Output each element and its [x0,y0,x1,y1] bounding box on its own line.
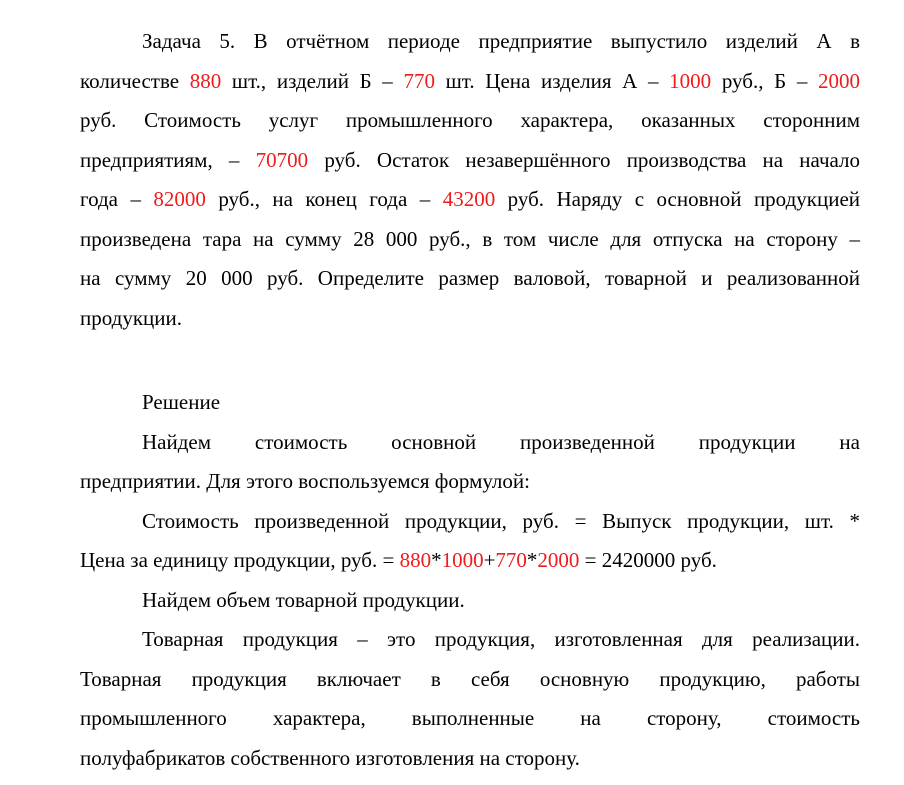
paragraph-line [80,462,860,502]
document-body [80,22,860,778]
text-run: руб. Остаток незавершённого производства на начало [308,147,860,172]
text-run: Найдем объем товарной продукции. [142,587,465,612]
text-run: Стоимость произведенной продукции, руб. = Выпуск продукции, шт. * [142,508,860,533]
text-run: Товарная продукция – это продукция, изготовленная для реализации. [142,627,860,651]
text-run: полуфабрикатов собственного изготовления на сторону. [80,745,580,770]
paragraph-line [80,739,860,779]
text-run: + [483,548,496,572]
text-run: Найдем стоимость основной произведенной продукции на [142,429,860,454]
text-run: количестве [80,68,190,93]
paragraph-line [80,101,860,141]
paragraph-line [80,699,860,739]
paragraph-line [80,141,860,181]
highlighted-value: 2000 [817,68,860,93]
text-run: руб. Стоимость услуг промышленного характера, оказанных сторонним [80,108,860,132]
text-run: шт., изделий Б – [221,68,404,93]
paragraph-line [80,180,860,220]
text-run: на сумму 20 000 руб. Определите размер валовой, товарной и реализованной [80,266,860,290]
text-run: * [526,548,538,572]
text-run: Задача 5. В отчётном периоде предприятие выпустило изделий А в [142,29,860,53]
text-run: руб., на конец года – [205,187,443,211]
text-run: промышленного характера, выполненные на сторону, стоимость [80,706,860,730]
solution-heading: Решение [142,390,221,414]
text-run: продукции. [80,305,182,330]
highlighted-value: 70700 [255,147,309,172]
text-run: шт. Цена изделия А – [434,68,670,93]
text-run: предприятии. Для этого воспользуемся формулой: [80,469,530,493]
paragraph-line [80,259,860,299]
highlighted-value: 2000 [537,548,580,572]
paragraph-line [80,502,860,542]
text-run: руб., Б – [711,68,818,93]
text-run: * [431,548,442,572]
paragraph-line [80,22,860,62]
text-run: предприятиям, – [80,147,256,172]
paragraph-line [80,62,860,102]
text-run: руб. Наряду с основной продукцией [495,187,861,211]
highlighted-value: 1000 [441,548,484,572]
text-run: года – [80,187,154,211]
highlighted-value: 770 [403,68,435,93]
highlighted-value: 880 [399,548,432,572]
paragraph-line [80,660,860,700]
paragraph-line [80,299,860,339]
highlighted-value: 770 [495,548,527,572]
paragraph-line [80,581,860,621]
highlighted-value: 1000 [669,68,712,93]
text-run: произведена тара на сумму 28 000 руб., в том числе для отпуска на сторону – [80,226,860,251]
highlighted-value: 880 [189,68,222,93]
paragraph-line [80,423,860,463]
text-run: Цена за единицу продукции, руб. = [80,548,400,572]
text-run: = 2420000 руб. [579,548,717,572]
blank-line [80,338,860,383]
highlighted-value: 43200 [442,187,496,211]
paragraph-line [80,220,860,260]
highlighted-value: 82000 [153,187,206,211]
text-run: Товарная продукция включает в себя основную продукцию, работы [80,666,860,691]
paragraph-line [80,620,860,660]
paragraph-line [80,541,860,581]
